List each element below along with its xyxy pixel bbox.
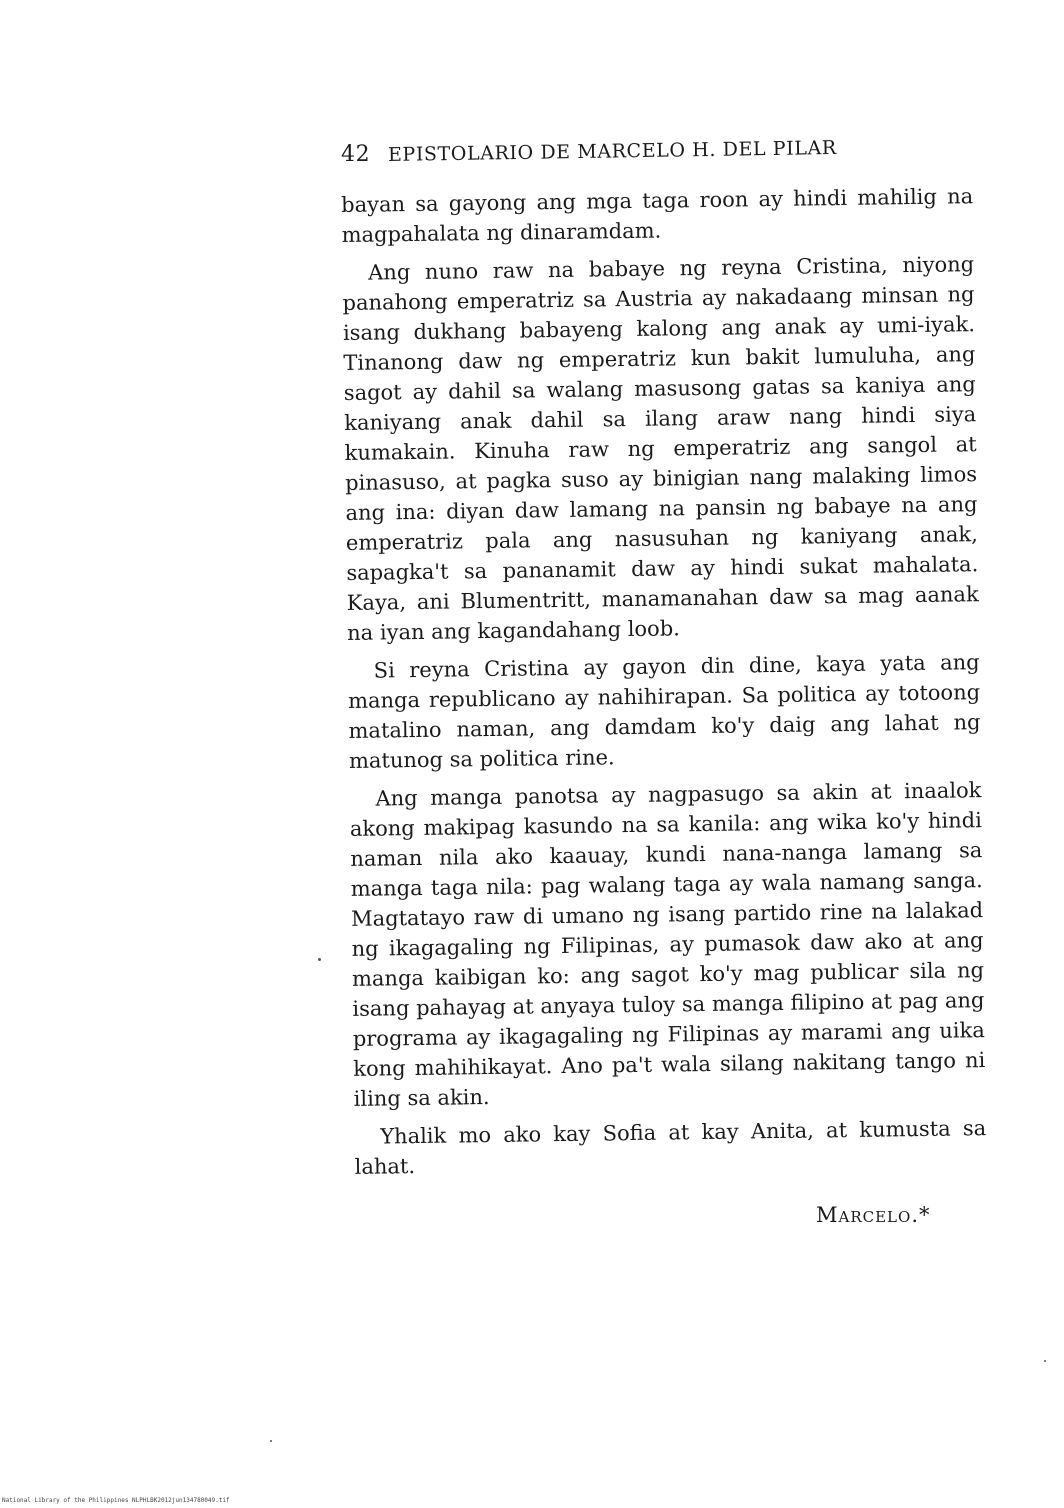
signature: Marcelo.* bbox=[816, 1203, 931, 1227]
paragraph: Si reyna Cristina ay gayon din dine, kaya yata ang manga republicano ay nahihirapan. Sa politica ay totoong matalino naman, ang damdam ko'y daig ang lahat ng matunog sa politica rine. bbox=[347, 650, 981, 773]
scan-speck bbox=[1044, 1360, 1046, 1362]
paragraph: Yhalik mo ako kay Sofia at kay Anita, at kumusta sa lahat. bbox=[354, 1116, 987, 1179]
paragraph: bayan sa gayong ang mga taga roon ay hindi mahilig na magpahalata ng dinaramdam. bbox=[341, 184, 974, 247]
paragraph: Ang nuno raw na babaye ng reyna Cristina, niyong panahong emperatriz sa Austria ay nakadaang minsan ng isang dukhang babayeng kalong ang anak ay umi-iyak. Tinanong daw ng emperatriz kun bakit lumuluha, ang sagot ay dahil sa walang masusong gatas sa kaniya ang kaniyang anak dahil sa ilang araw nang hindi siya kumakain. Kinuha raw ng emperatriz ang sangol at pinasuso, at pagka suso ay binigian nang malaking limos ang ina: diyan daw lamang na pansin ng babaye na ang emperatriz pala ang nasusuhan ng kaniyang anak, sapagka't sa pananamit daw ay hindi sukat mahalata. Kaya, ani Blumentritt, manamanahan daw sa mag aanak na iyan ang kagandahang loob. bbox=[342, 252, 979, 645]
page-header bbox=[341, 136, 901, 167]
page-number: 42 bbox=[341, 142, 371, 167]
letter-body bbox=[341, 181, 987, 1190]
running-title: EPISTOLARIO DE MARCELO H. DEL PILAR bbox=[388, 136, 838, 166]
paragraph: Ang manga panotsa ay nagpasugo sa akin at inaalok akong makipag kasundo na sa kanila: ang wika ko'y hindi naman nila ako kaauay, kundi nana-nanga lamang sa manga taga nila: pag walang taga ay wala namang sanga. Magtatayo raw di umano ng isang partido rine na lalakad ng ikagagaling ng Filipinas, ay pumasok daw ako at ang manga kaibigan ko: ang sagot ko'y mag publicar sila ng isang pahayag at anyaya tuloy sa manga filipino at pag ang programa ay ikagagaling ng Filipinas ay marami ang uika kong mahihikayat. Ano pa't wala silang nakitang tango ni iling sa akin. bbox=[349, 778, 986, 1111]
scan-speck bbox=[318, 958, 321, 961]
scan-footer-note: National Library of the Philippines NLPHLBK2012jun134780049.tif bbox=[2, 1497, 230, 1504]
scan-speck bbox=[270, 1440, 272, 1442]
